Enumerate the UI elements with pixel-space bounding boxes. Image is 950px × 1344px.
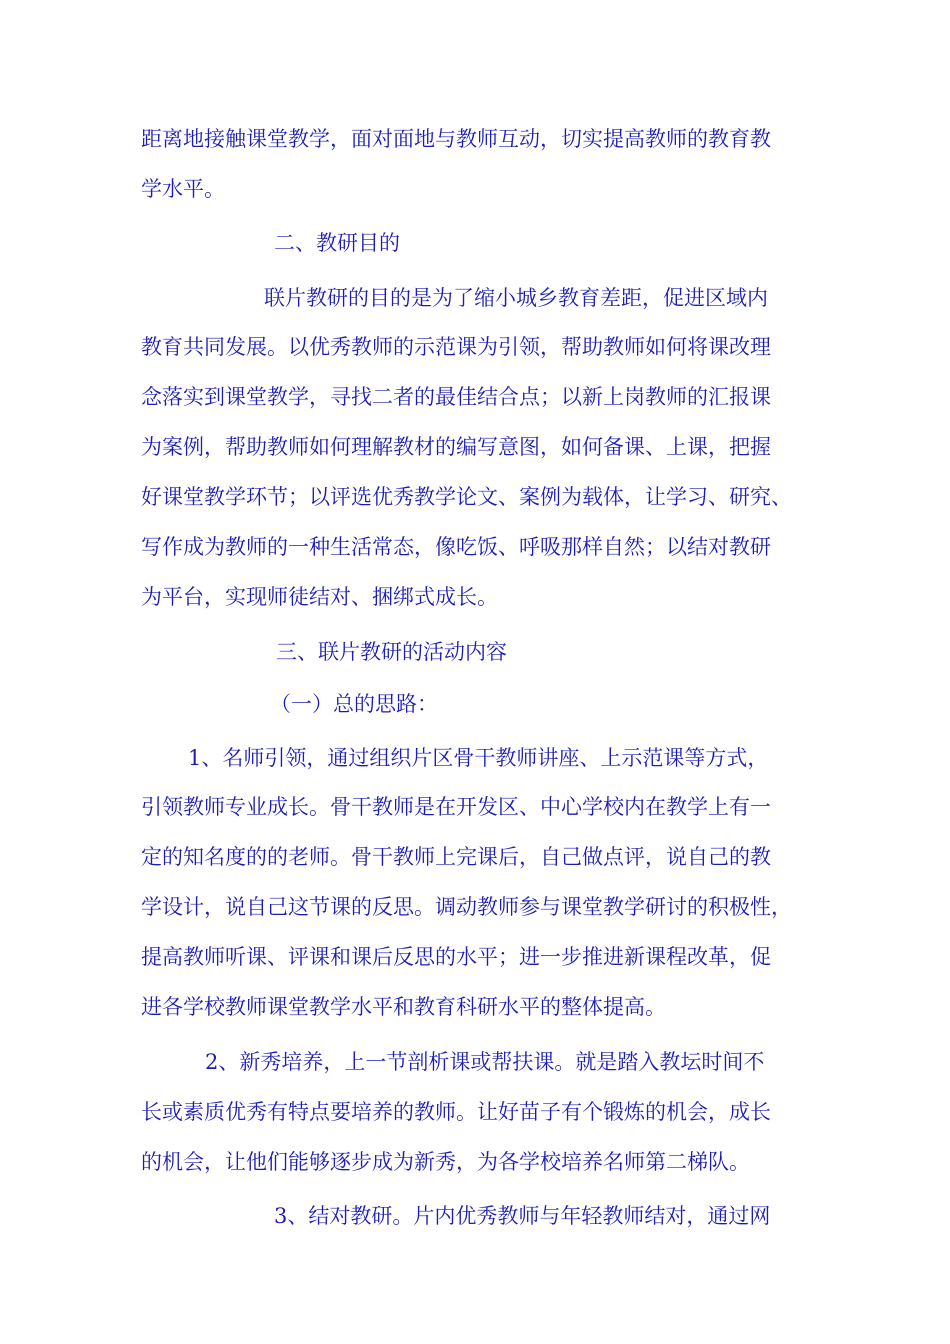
section-heading: 三、联片教研的活动内容 <box>276 640 507 664</box>
paragraph-line: 联片教研的目的是为了缩小城乡教育差距，促进区域内 <box>264 286 768 310</box>
paragraph-line: 为案例，帮助教师如何理解教材的编写意图，如何备课、上课，把握 <box>141 435 771 459</box>
paragraph-line: 长或素质优秀有特点要培养的教师。让好苗子有个锻炼的机会，成长 <box>141 1100 771 1124</box>
paragraph-line: 写作成为教师的一种生活常态，像吃饭、呼吸那样自然；以结对教研 <box>141 535 771 559</box>
paragraph-line: 教育共同发展。以优秀教师的示范课为引领，帮助教师如何将课改理 <box>141 335 771 359</box>
paragraph-line: 进各学校教师课堂教学水平和教育科研水平的整体提高。 <box>141 995 666 1019</box>
section-heading: 二、教研目的 <box>274 231 400 255</box>
paragraph-line: 学水平。 <box>141 177 225 201</box>
paragraph-line: 念落实到课堂教学，寻找二者的最佳结合点；以新上岗教师的汇报课 <box>141 385 771 409</box>
paragraph-line: 的机会，让他们能够逐步成为新秀，为各学校培养名师第二梯队。 <box>141 1150 750 1174</box>
paragraph-line: 1、名师引领，通过组织片区骨干教师讲座、上示范课等方式， <box>188 746 769 770</box>
paragraph-line: 学设计，说自己这节课的反思。调动教师参与课堂教学研讨的积极性， <box>141 895 792 919</box>
paragraph-line: 距离地接触课堂教学，面对面地与教师互动，切实提高教师的教育教 <box>141 127 771 151</box>
paragraph-line: 提高教师听课、评课和课后反思的水平；进一步推进新课程改革，促 <box>141 945 771 969</box>
paragraph-line: 为平台，实现师徒结对、捆绑式成长。 <box>141 585 498 609</box>
subsection-heading: （一）总的思路： <box>270 692 438 716</box>
paragraph-line: 引领教师专业成长。骨干教师是在开发区、中心学校内在教学上有一 <box>141 795 771 819</box>
paragraph-line: 3、结对教研。片内优秀教师与年轻教师结对，通过网 <box>274 1204 771 1228</box>
paragraph-line: 2、新秀培养，上一节剖析课或帮扶课。就是踏入教坛时间不 <box>205 1050 765 1074</box>
paragraph-line: 好课堂教学环节；以评选优秀教学论文、案例为载体，让学习、研究、 <box>141 485 792 509</box>
paragraph-line: 定的知名度的的老师。骨干教师上完课后，自己做点评，说自己的教 <box>141 845 771 869</box>
